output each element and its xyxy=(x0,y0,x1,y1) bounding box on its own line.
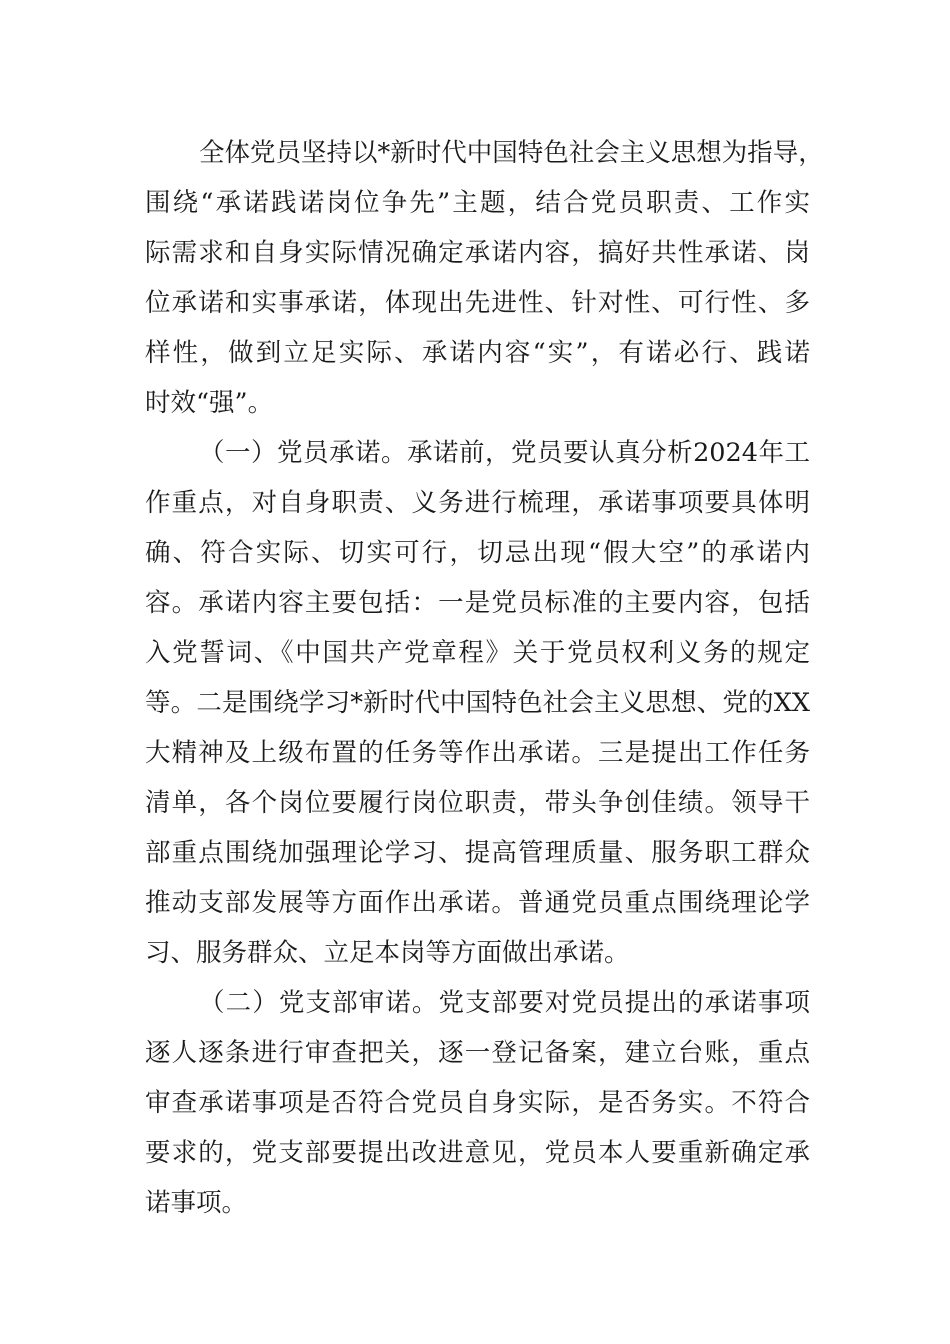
text-line: 等。二是围绕学习*新时代中国特色社会主义思想、党的XX xyxy=(145,688,810,718)
text-line: 全体党员坚持以*新时代中国特色社会主义思想为指导， xyxy=(199,138,824,168)
document-body xyxy=(145,128,824,1228)
text-line: 审查承诺事项是否符合党员自身实际，是否务实。不符合 xyxy=(145,1088,810,1118)
text-line: 确、符合实际、切实可行，切忌出现“假大空”的承诺内 xyxy=(145,538,810,568)
text-line: 逐人逐条进行审查把关，逐一登记备案，建立台账，重点 xyxy=(145,1038,810,1068)
text-line: （一）党员承诺。承诺前，党员要认真分析2024年工 xyxy=(199,438,810,468)
text-line: 作重点，对自身职责、义务进行梳理，承诺事项要具体明 xyxy=(145,488,810,518)
paragraph-branch-review xyxy=(145,978,810,1228)
text-line: 围绕“承诺践诺岗位争先”主题，结合党员职责、工作实 xyxy=(145,188,810,218)
text-line: 部重点围绕加强理论学习、提高管理质量、服务职工群众 xyxy=(145,838,810,868)
text-line: 诺事项。 xyxy=(145,1188,248,1218)
text-line: 清单，各个岗位要履行岗位职责，带头争创佳绩。领导干 xyxy=(145,788,810,818)
text-line: 容。承诺内容主要包括：一是党员标准的主要内容，包括 xyxy=(145,588,810,618)
text-line: 际需求和自身实际情况确定承诺内容，搞好共性承诺、岗 xyxy=(145,238,810,268)
text-line: （二）党支部审诺。党支部要对党员提出的承诺事项 xyxy=(199,988,810,1018)
text-line: 要求的，党支部要提出改进意见，党员本人要重新确定承 xyxy=(145,1138,810,1168)
text-line: 习、服务群众、立足本岗等方面做出承诺。 xyxy=(145,938,630,968)
paragraph-member-pledge xyxy=(145,428,810,978)
text-line: 入党誓词、《中国共产党章程》关于党员权利义务的规定 xyxy=(145,638,810,668)
paragraph-intro xyxy=(145,128,824,428)
text-line: 大精神及上级布置的任务等作出承诺。三是提出工作任务 xyxy=(145,738,810,768)
text-line: 位承诺和实事承诺，体现出先进性、针对性、可行性、多 xyxy=(145,288,810,318)
text-line: 时效“强”。 xyxy=(145,388,274,418)
text-line: 推动支部发展等方面作出承诺。普通党员重点围绕理论学 xyxy=(145,888,810,918)
text-line: 样性，做到立足实际、承诺内容“实”，有诺必行、践诺 xyxy=(145,338,810,368)
